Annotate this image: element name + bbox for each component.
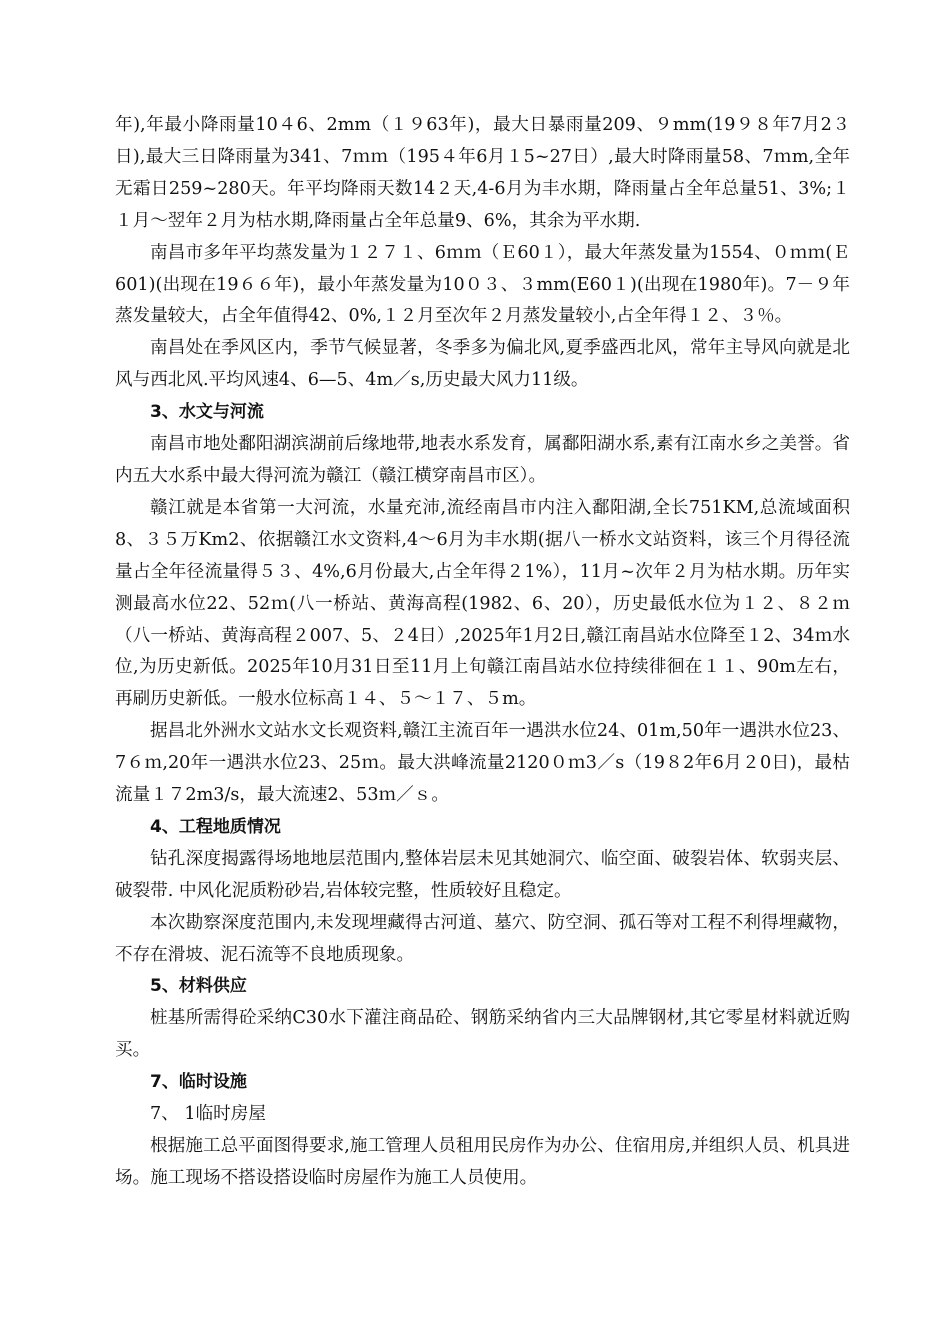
section-heading-temporary-facilities: 7、临时设施 <box>150 1072 247 1093</box>
subsection-heading-temporary-housing: 7、 1临时房屋 <box>150 1104 266 1125</box>
section-heading-hydrology: 3、水文与河流 <box>150 402 264 423</box>
paragraph-climate-rainfall: 年),年最小降雨量10４6、2mm（１９63年)，最大日暴雨量209、９mm(19９８年7月2３日),最大三日降雨量为341、7ｍｍ（195４年6月１5~27日）,最大时降雨量58、7ｍm,全年无霜日259~280天。年平均降雨天数14２天,4-6月为丰水期，降雨量占全年总量51、3%;１１月～翌年２月为枯水期,降雨量占全年总量9、6%，其余为平水期. <box>115 115 850 231</box>
section-heading-material-supply: 5、材料供应 <box>150 976 247 997</box>
paragraph-geology-hazards: 本次勘察深度范围内,未发现埋藏得古河道、墓穴、防空洞、孤石等对工程不利得埋藏物，不存在滑坡、泥石流等不良地质现象。 <box>115 912 850 965</box>
paragraph-flood-levels: 据昌北外洲水文站水文长观资料,赣江主流百年一遇洪水位24、01m,50年一遇洪水位23、7６ｍ,20年一遇洪水位23、25ｍ。最大洪峰流量2120０ｍ3／s（19８2年6月２0日)，最枯流量１７2m3/s，最大流速2、53ｍ／ｓ。 <box>115 721 850 806</box>
paragraph-geology-strata: 钻孔深度揭露得场地地层范围内,整体岩层未见其她洞穴、临空面、破裂岩体、软弱夹层、破裂带. 中风化泥质粉砂岩,岩体较完整，性质较好且稳定。 <box>115 848 850 901</box>
section-heading-geology: 4、工程地质情况 <box>150 816 281 837</box>
paragraph-climate-wind: 南昌处在季风区内，季节气候显著，冬季多为偏北风,夏季盛西北风，常年主导风向就是北风与西北风.平均风速4、6—5、4m／s,历史最大风力11级。 <box>115 338 850 391</box>
document-body <box>115 110 850 1195</box>
paragraph-ganjiang-river: 赣江就是本省第一大河流，水量充沛,流经南昌市内注入鄱阳湖,全长751KM,总流域面积8、３５万Km2、依据赣江水文资料,4～6月为丰水期(据八一桥水文站资料，该三个月得径流量占全年径流量得５３、4%,6月份最大,占全年得２1%），11月~次年２月为枯水期。历年实测最高水位22、52ｍ(八一桥站、黄海高程(1982、6、20），历史最低水位为１２、８２ｍ（八一桥站、黄海高程２007、5、２4日）,2025年1月2日,赣江南昌站水位降至１2、34ｍ水位,为历史新低。2025年10月31日至11月上旬赣江南昌站水位持续徘徊在１１、90m左右，再刷历史新低。一般水位标高１４、５～１７、５m。 <box>115 497 850 710</box>
paragraph-climate-evaporation: 南昌市多年平均蒸发量为１２７１、6ｍｍ（Ｅ60１），最大年蒸发量为1554、０ｍｍ(Ｅ601)(出现在19６６年)，最小年蒸发量为10０３、３mm(E60１)(出现在1980年)。7－９年蒸发量较大，占全年值得42、0%,１２月至次年２月蒸发量较小,占全年得１２、３％。 <box>115 242 850 327</box>
paragraph-material-supply: 桩基所需得砼采纳C30水下灌注商品砼、钢筋采纳省内三大品牌钢材,其它零星材料就近购买。 <box>115 1008 850 1061</box>
paragraph-hydrology-overview: 南昌市地处鄱阳湖滨湖前后缘地带,地表水系发育，属鄱阳湖水系,素有江南水乡之美誉。省内五大水系中最大得河流为赣江（赣江横穿南昌市区）。 <box>115 434 850 486</box>
paragraph-temporary-housing: 根据施工总平面图得要求,施工管理人员租用民房作为办公、住宿用房,并组织人员、机具进场。施工现场不搭设搭设临时房屋作为施工人员使用。 <box>115 1136 850 1188</box>
